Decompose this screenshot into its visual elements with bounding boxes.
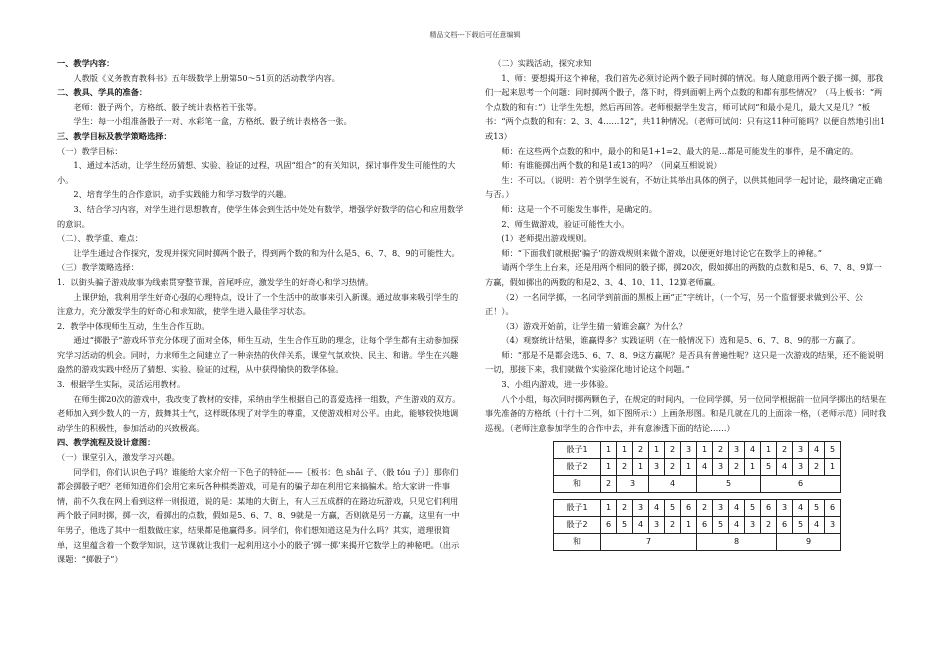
table-cell: 6 [761, 500, 777, 517]
paragraph: 老师：骰子两个，方格纸、骰子统计表格若干张等。 [73, 101, 262, 112]
paragraph: 师：在这些两个点数的和中，最小的和是1+1=2、最大的是…都是可能发生的事件，是不确定的。 [501, 145, 859, 156]
paragraph: （4）观察统计结果，谁赢得多？实践证明（在一般情况下）选和是5、6、7、8、9的那一方赢了。 [501, 335, 861, 346]
table-cell: 1 [745, 459, 761, 476]
paragraph: 1、师：要想揭开这个神秘，我们首先必须讨论两个骰子同时掷的情况。每人随意用两个骰子掷一掷，那我们一起来思考一个问题：同时掷两个骰子，落下时，得到面朝上两个点数的和都有那些情况？（马上板书：“两个点数的和有：”）让学生先想，然后再回答。老师根据学生发言，师可试问“和最小是几，最大又是几？”板书：“两个点数的和有：2、3、4……12”，共11种情况。（老师可试问：只有这11种可能吗？以便自然地引出1或13） [485, 72, 886, 141]
table-cell: 2 [633, 442, 649, 459]
table-cell: 1 [601, 500, 617, 517]
table-cell: 1 [601, 442, 617, 459]
table-cell: 2 [729, 459, 745, 476]
table-cell: 6 [681, 500, 697, 517]
paragraph: 3、小组内游戏，进一步体验。 [501, 379, 614, 390]
table-cell: 6 [601, 517, 617, 534]
table-cell: 2 [713, 442, 729, 459]
sum-cell: 4 [649, 476, 697, 493]
table-cell: 2 [697, 500, 713, 517]
section-heading: 三、教学目标及教学策略选择： [57, 130, 172, 141]
table-cell: 2 [665, 459, 681, 476]
paragraph: 2、师生做游戏，验证可能性大小。 [501, 218, 630, 229]
section-heading: 二、教具、学具的准备： [57, 87, 148, 98]
table-cell: 4 [697, 459, 713, 476]
table-cell: 3 [649, 517, 665, 534]
table-cell: 4 [649, 500, 665, 517]
section-heading: 四、教学流程及设计意图： [57, 437, 156, 448]
right-column [485, 56, 887, 551]
table-cell: 1 [681, 459, 697, 476]
table-cell: 3 [777, 500, 793, 517]
paragraph: 3、结合学习内容，对学生进行思想教育，使学生体会到生活中处处有数学，增强学好数学的信心和应用数学的意识。 [57, 203, 464, 229]
table-row [554, 442, 841, 459]
table-cell: 6 [777, 517, 793, 534]
table-cell: 3 [713, 459, 729, 476]
table-cell: 4 [745, 442, 761, 459]
table-cell: 5 [793, 517, 809, 534]
table-cell: 4 [809, 517, 825, 534]
sum-cell: 9 [777, 534, 841, 551]
table-cell: 3 [713, 500, 729, 517]
dice-sum-table [553, 441, 841, 551]
table-cell: 4 [777, 459, 793, 476]
table-row [554, 500, 841, 517]
table-cell: 5 [713, 517, 729, 534]
table-cell: 2 [617, 500, 633, 517]
table-cell: 1 [697, 442, 713, 459]
paragraph: 请两个学生上台来，还是用两个相同的骰子掷，掷20次，假如掷出的两数的点数和是5、6、7、8、9算一方赢，假如掷出的两数的和是2、3、4、10、11、12算老师赢。 [485, 262, 882, 287]
table-cell: 2 [665, 517, 681, 534]
table-cell: 4 [793, 500, 809, 517]
paragraph: 师：“那是不是都会选5、6、7、8、9这方赢呢？是否具有普遍性呢？这只是一次游戏的结果，还不能说明一切，那接下来，我们就做个实验深化地讨论这个问题。” [485, 349, 884, 375]
page-header: 精品文档---下载后可任意编辑 [429, 31, 521, 39]
table-cell: 2 [761, 517, 777, 534]
table-cell: 1 [681, 517, 697, 534]
row-label: 骰子2 [554, 517, 601, 534]
table-cell: 1 [825, 459, 841, 476]
paragraph: 上课伊始，我利用学生好奇心强的心理特点，设计了一个生活中的故事来引入新课。通过故事来吸引学生的注意力，充分激发学生的好奇心和求知欲，使学生进入最佳学习状态。 [57, 291, 459, 317]
paragraph: (1）老师提出游戏规则。 [501, 233, 592, 244]
paragraph: 1．以街头骗子游戏故事为线索贯穿整节课，首尾呼应，激发学生的好奇心和学习热情。 [57, 276, 374, 287]
table-cell: 3 [649, 459, 665, 476]
row-label: 和 [554, 534, 601, 551]
table-spacer-row [554, 493, 841, 500]
table-cell: 3 [633, 500, 649, 517]
table-row [554, 517, 841, 534]
table-cell: 5 [665, 500, 681, 517]
table-cell: 1 [601, 459, 617, 476]
paragraph: 人教版《义务教育教科书》五年级数学上册第50～51页的活动教学内容。 [73, 72, 340, 83]
sum-cell: 3 [617, 476, 649, 493]
paragraph: （一）教学目标： [57, 145, 123, 156]
table-cell: 4 [729, 500, 745, 517]
paragraph: 师：“下面我们就根据‘骗子’的游戏规则来做个游戏，以便更好地讨论它在数学上的神秘。” [501, 247, 822, 258]
table-cell: 3 [681, 442, 697, 459]
table-cell: 5 [809, 500, 825, 517]
table-cell: 3 [729, 442, 745, 459]
table-cell: 1 [649, 442, 665, 459]
table-cell: 2 [809, 459, 825, 476]
section-heading: 一、教学内容： [57, 58, 115, 68]
table-cell: 5 [825, 442, 841, 459]
sum-cell: 7 [601, 534, 697, 551]
table-cell: 1 [617, 442, 633, 459]
right-column-text [485, 56, 887, 435]
paragraph: 师：有谁能掷出两个数的和是1或13的吗？（同桌互相说说） [501, 160, 722, 171]
paragraph: （二）实践活动，探究求知 [493, 58, 592, 68]
table-cell: 6 [825, 500, 841, 517]
table-cell: 3 [793, 442, 809, 459]
table-row [554, 534, 841, 551]
table-cell: 2 [777, 442, 793, 459]
table-cell: 3 [745, 517, 761, 534]
sum-cell: 6 [761, 476, 841, 493]
paragraph: （三）教学策略选择： [57, 262, 139, 273]
paragraph: 同学们，你们认识色子吗？谁能给大家介绍一下色子的特征——｛板书：色 shǎi 子、（骰 tóu 子）｝那你们都会掷骰子吧？老师知道你们会用它来玩各种棋类游戏，可是有的骗子却在利用它来搞骗术。给大家讲一件事情，前不久我在网上看到这样一则报道，说的是：某地的大街上，有人三五成群的在路边玩游戏，只见它们利用两个骰子同时掷，掷一次，看掷出的点数，假如是5、6、7、8、9就是一方赢，否则就是另一方赢，这里有一中年男子，他选了其中一组数做庄家，结果都是他赢得多。同学们，你们想知道这是为什么吗？其实，道理很简单，这里蕴含着一个数学知识，这节课就让我们一起利用这小小的骰子‘掷一掷’来揭开它数学上的神秘吧。（出示课题：“掷骰子”） [57, 466, 460, 565]
paragraph: 师：这是一个不可能发生事件，是确定的。 [501, 203, 657, 214]
paragraph: 3．根据学生实际，灵活运用教材。 [57, 379, 186, 390]
table-cell: 4 [809, 442, 825, 459]
paragraph: 八个小组，每次同时掷两颗色子，在规定的时间内，一位同学掷，另一位同学根据前一位同学掷出的结果在事先准备的方格纸（十行十二列，如下图所示：）上画条形图。和是几就在几的上面涂一格，（老师示范）同时我巡视。（老师注意参加学生的合作中去，并有意渗透下面的结论……） [485, 393, 887, 433]
sum-cell: 8 [697, 534, 777, 551]
paragraph: 学生：每一小组准备骰子一对、水彩笔一盒，方格纸、骰子统计表格各一张。 [73, 116, 352, 127]
table-cell: 5 [745, 500, 761, 517]
paragraph: 1、通过本活动，让学生经历猜想、实验、验证的过程，巩固“组合”的有关知识，探讨事件发生可能性的大小。 [57, 160, 456, 185]
paragraph: （2）一名同学掷，一名同学到前面的黑板上画“正”字统计，（一个写，另一个监督要求做到公平、公正！）。 [485, 291, 863, 317]
table-cell: 6 [697, 517, 713, 534]
table-cell: 3 [793, 459, 809, 476]
table-row [554, 476, 841, 493]
table-row [554, 459, 841, 476]
row-label: 骰子2 [554, 459, 601, 476]
table-cell: 1 [761, 442, 777, 459]
table-cell: 2 [665, 442, 681, 459]
sum-cell: 5 [697, 476, 761, 493]
table-cell: 1 [633, 459, 649, 476]
sum-cell: 2 [601, 476, 617, 493]
table-cell: 3 [825, 517, 841, 534]
paragraph: （一）课堂引入，激发学习兴趣。 [57, 452, 180, 463]
paragraph: （二）、教学重、难点： [57, 233, 143, 244]
paragraph: 2、培育学生的合作意识，动手实践能力和学习数学的兴趣。 [73, 189, 292, 200]
left-column [57, 56, 465, 567]
table-cell: 4 [633, 517, 649, 534]
paragraph: 生：不可以。（说明：若个别学生说有，不妨让其举出具体的例子，以供其他同学一起讨论，最终确定正确与否。） [485, 174, 883, 200]
paragraph: 2．教学中体现师生互动，生生合作互助。 [57, 320, 210, 331]
row-label: 骰子1 [554, 442, 601, 459]
table-cell: 5 [761, 459, 777, 476]
table-cell: 2 [617, 459, 633, 476]
paragraph: 通过“掷骰子”游戏环节充分体现了面对全体，师生互动，生生合作互助的理念，让每个学生都有主动参加探究学习活动的机会。同时，力求师生之间建立了一种亲热的伙伴关系，课堂气氛欢快、民主、和谐。学生在兴趣盎然的游戏实践中经历了猜想、实验、验证的过程，从中获得愉快的数学体验。 [57, 335, 459, 375]
paragraph: 在师生掷20次的游戏中，我改变了教材的安排，采纳由学生根据自己的喜爱选择一组数，产生游戏的双方。老师加入到少数人的一方，鼓舞其士气，这样既体现了对学生的尊重，又使游戏相对公平。由此，能够较快地调动学生的积极性，参加活动的兴致极高。 [57, 393, 461, 433]
paragraph: （3）游戏开始前，让学生猜一猜谁会赢？为什么？ [501, 320, 687, 331]
row-label: 和 [554, 476, 601, 493]
table-cell: 4 [729, 517, 745, 534]
paragraph: 让学生通过合作探究，发现并探究同时掷两个骰子，得到两个数的和为什么是5、6、7、8、9的可能性大。 [73, 247, 460, 258]
row-label: 骰子1 [554, 500, 601, 517]
table-cell: 5 [617, 517, 633, 534]
